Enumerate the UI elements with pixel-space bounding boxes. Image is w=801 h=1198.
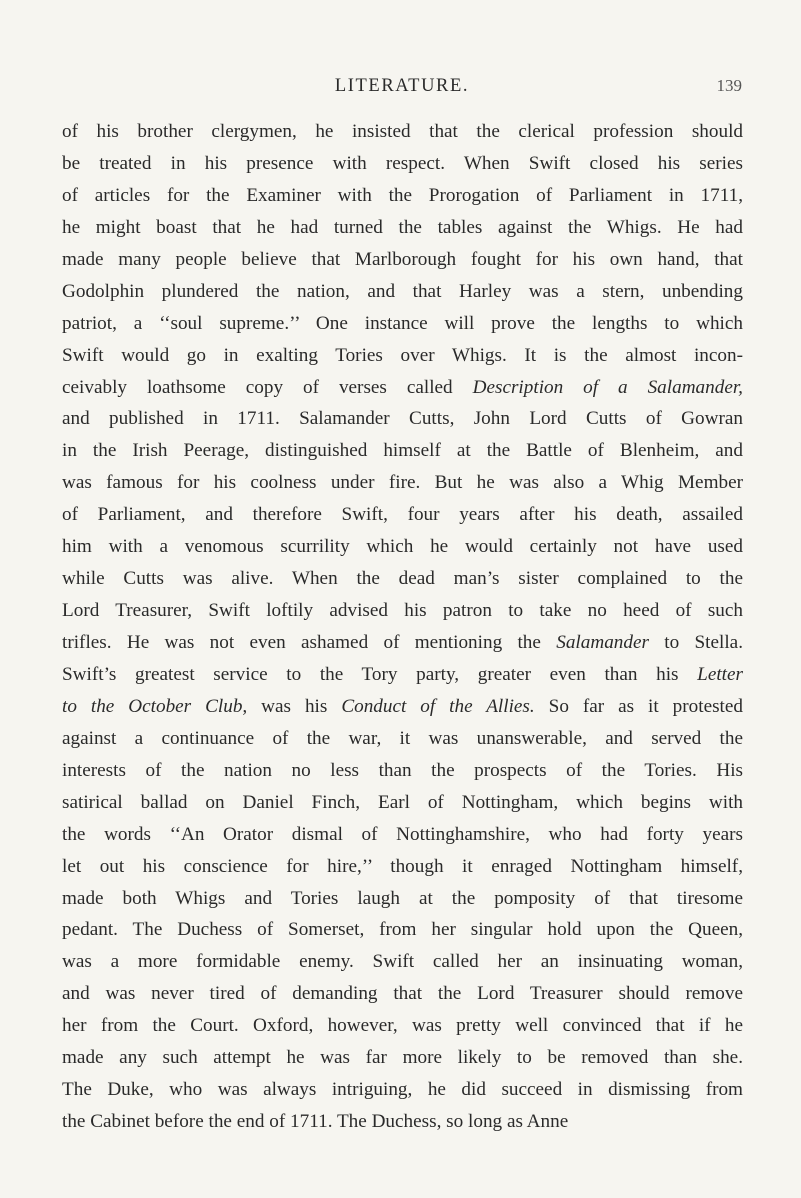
text-line xyxy=(62,372,743,404)
text-run: of articles for the Examiner with the Prorogation of Parliament in 1711, xyxy=(62,184,743,206)
text-line xyxy=(62,403,743,435)
text-line xyxy=(62,978,743,1010)
text-line xyxy=(62,946,743,978)
text-run: let out his conscience for hire,’’ though it enraged Nottingham himself, xyxy=(62,855,743,877)
text-line xyxy=(62,531,743,563)
text-run: So far as it protested xyxy=(534,695,743,717)
text-line xyxy=(62,1074,743,1106)
text-line xyxy=(62,276,743,308)
text-line xyxy=(62,914,743,946)
text-run: against a continuance of the war, it was unanswerable, and served the xyxy=(62,727,743,749)
text-line xyxy=(62,755,743,787)
text-line xyxy=(62,467,743,499)
italic-title: Letter xyxy=(697,663,743,685)
text-line xyxy=(62,308,743,340)
body-text xyxy=(62,116,743,1138)
text-line xyxy=(62,595,743,627)
text-run: pedant. The Duchess of Somerset, from her singular hold upon the Queen, xyxy=(62,919,743,941)
page-number: 139 xyxy=(716,76,742,95)
text-run: Swift’s greatest service to the Tory party, greater even than his xyxy=(62,663,698,685)
text-run: in the Irish Peerage, distinguished himself at the Battle of Blenheim, and xyxy=(62,440,743,462)
text-line xyxy=(62,116,743,148)
text-line xyxy=(62,244,743,276)
text-run: of his brother clergymen, he insisted that the clerical profession should xyxy=(62,121,743,142)
text-line xyxy=(62,659,743,691)
text-line xyxy=(62,212,743,244)
text-run: of Parliament, and therefore Swift, four years after his death, assailed xyxy=(62,504,743,526)
text-run: the words ‘‘An Orator dismal of Nottinghamshire, who had forty years xyxy=(62,823,743,845)
text-run: Swift would go in exalting Tories over Whigs. It is the almost incon- xyxy=(62,344,743,366)
text-line xyxy=(62,627,743,659)
text-run: be treated in his presence with respect. When Swift closed his series xyxy=(62,152,743,174)
italic-title: to the October Club, xyxy=(62,695,248,717)
text-run: was famous for his coolness under fire. But he was also a Whig Member xyxy=(62,472,743,494)
running-title: LITERATURE. xyxy=(334,76,470,96)
text-line xyxy=(62,563,743,595)
text-line xyxy=(62,340,743,372)
text-run: him with a venomous scurrility which he would certainly not have used xyxy=(62,536,743,558)
text-run: The Duke, who was always intriguing, he did succeed in dismissing from xyxy=(62,1079,743,1101)
italic-title: Conduct of the Allies. xyxy=(341,695,535,717)
text-run: satirical ballad on Daniel Finch, Earl of Nottingham, which begins with xyxy=(62,791,743,813)
text-line xyxy=(62,1106,743,1138)
text-line xyxy=(62,180,743,212)
italic-title: Salamander xyxy=(556,632,649,653)
text-run: made many people believe that Marlborough fought for his own hand, that xyxy=(62,248,743,270)
text-run: made any such attempt he was far more likely to be removed than she. xyxy=(62,1047,743,1069)
italic-title: Description of a Salamander, xyxy=(472,376,743,398)
text-line xyxy=(62,499,743,531)
text-run: and was never tired of demanding that the Lord Treasurer should remove xyxy=(62,983,743,1005)
text-run: he might boast that he had turned the tables against the Whigs. He had xyxy=(62,216,743,238)
text-line xyxy=(62,148,743,180)
text-run: to Stella. xyxy=(648,632,744,653)
text-run: trifles. He was not even ashamed of mentioning the xyxy=(62,632,557,653)
running-head xyxy=(62,76,742,100)
text-line xyxy=(62,691,743,723)
text-run: patriot, a ‘‘soul supreme.’’ One instance will prove the lengths to which xyxy=(62,312,743,334)
text-run: and published in 1711. Salamander Cutts, John Lord Cutts of Gowran xyxy=(62,408,743,430)
text-line xyxy=(62,435,743,467)
text-line xyxy=(62,787,743,819)
text-run: the Cabinet before the end of 1711. The Duchess, so long as Anne xyxy=(62,1111,569,1133)
text-run: Godolphin plundered the nation, and that Harley was a stern, unbending xyxy=(62,280,743,302)
text-run: while Cutts was alive. When the dead man’s sister complained to the xyxy=(62,568,743,590)
text-run: interests of the nation no less than the prospects of the Tories. His xyxy=(62,759,743,781)
text-line xyxy=(62,723,743,755)
text-run: made both Whigs and Tories laugh at the pomposity of that tiresome xyxy=(62,887,743,909)
text-run: was a more formidable enemy. Swift called her an insinuating woman, xyxy=(62,951,743,973)
text-line xyxy=(62,883,743,915)
text-line xyxy=(62,1042,743,1074)
text-run: her from the Court. Oxford, however, was pretty well convinced that if he xyxy=(62,1015,743,1037)
text-line xyxy=(62,1010,743,1042)
text-run: was his xyxy=(247,695,342,717)
text-line xyxy=(62,819,743,851)
text-run: Lord Treasurer, Swift loftily advised his patron to take no heed of such xyxy=(62,600,743,622)
text-line xyxy=(62,851,743,883)
text-run: ceivably loathsome copy of verses called xyxy=(62,376,473,398)
